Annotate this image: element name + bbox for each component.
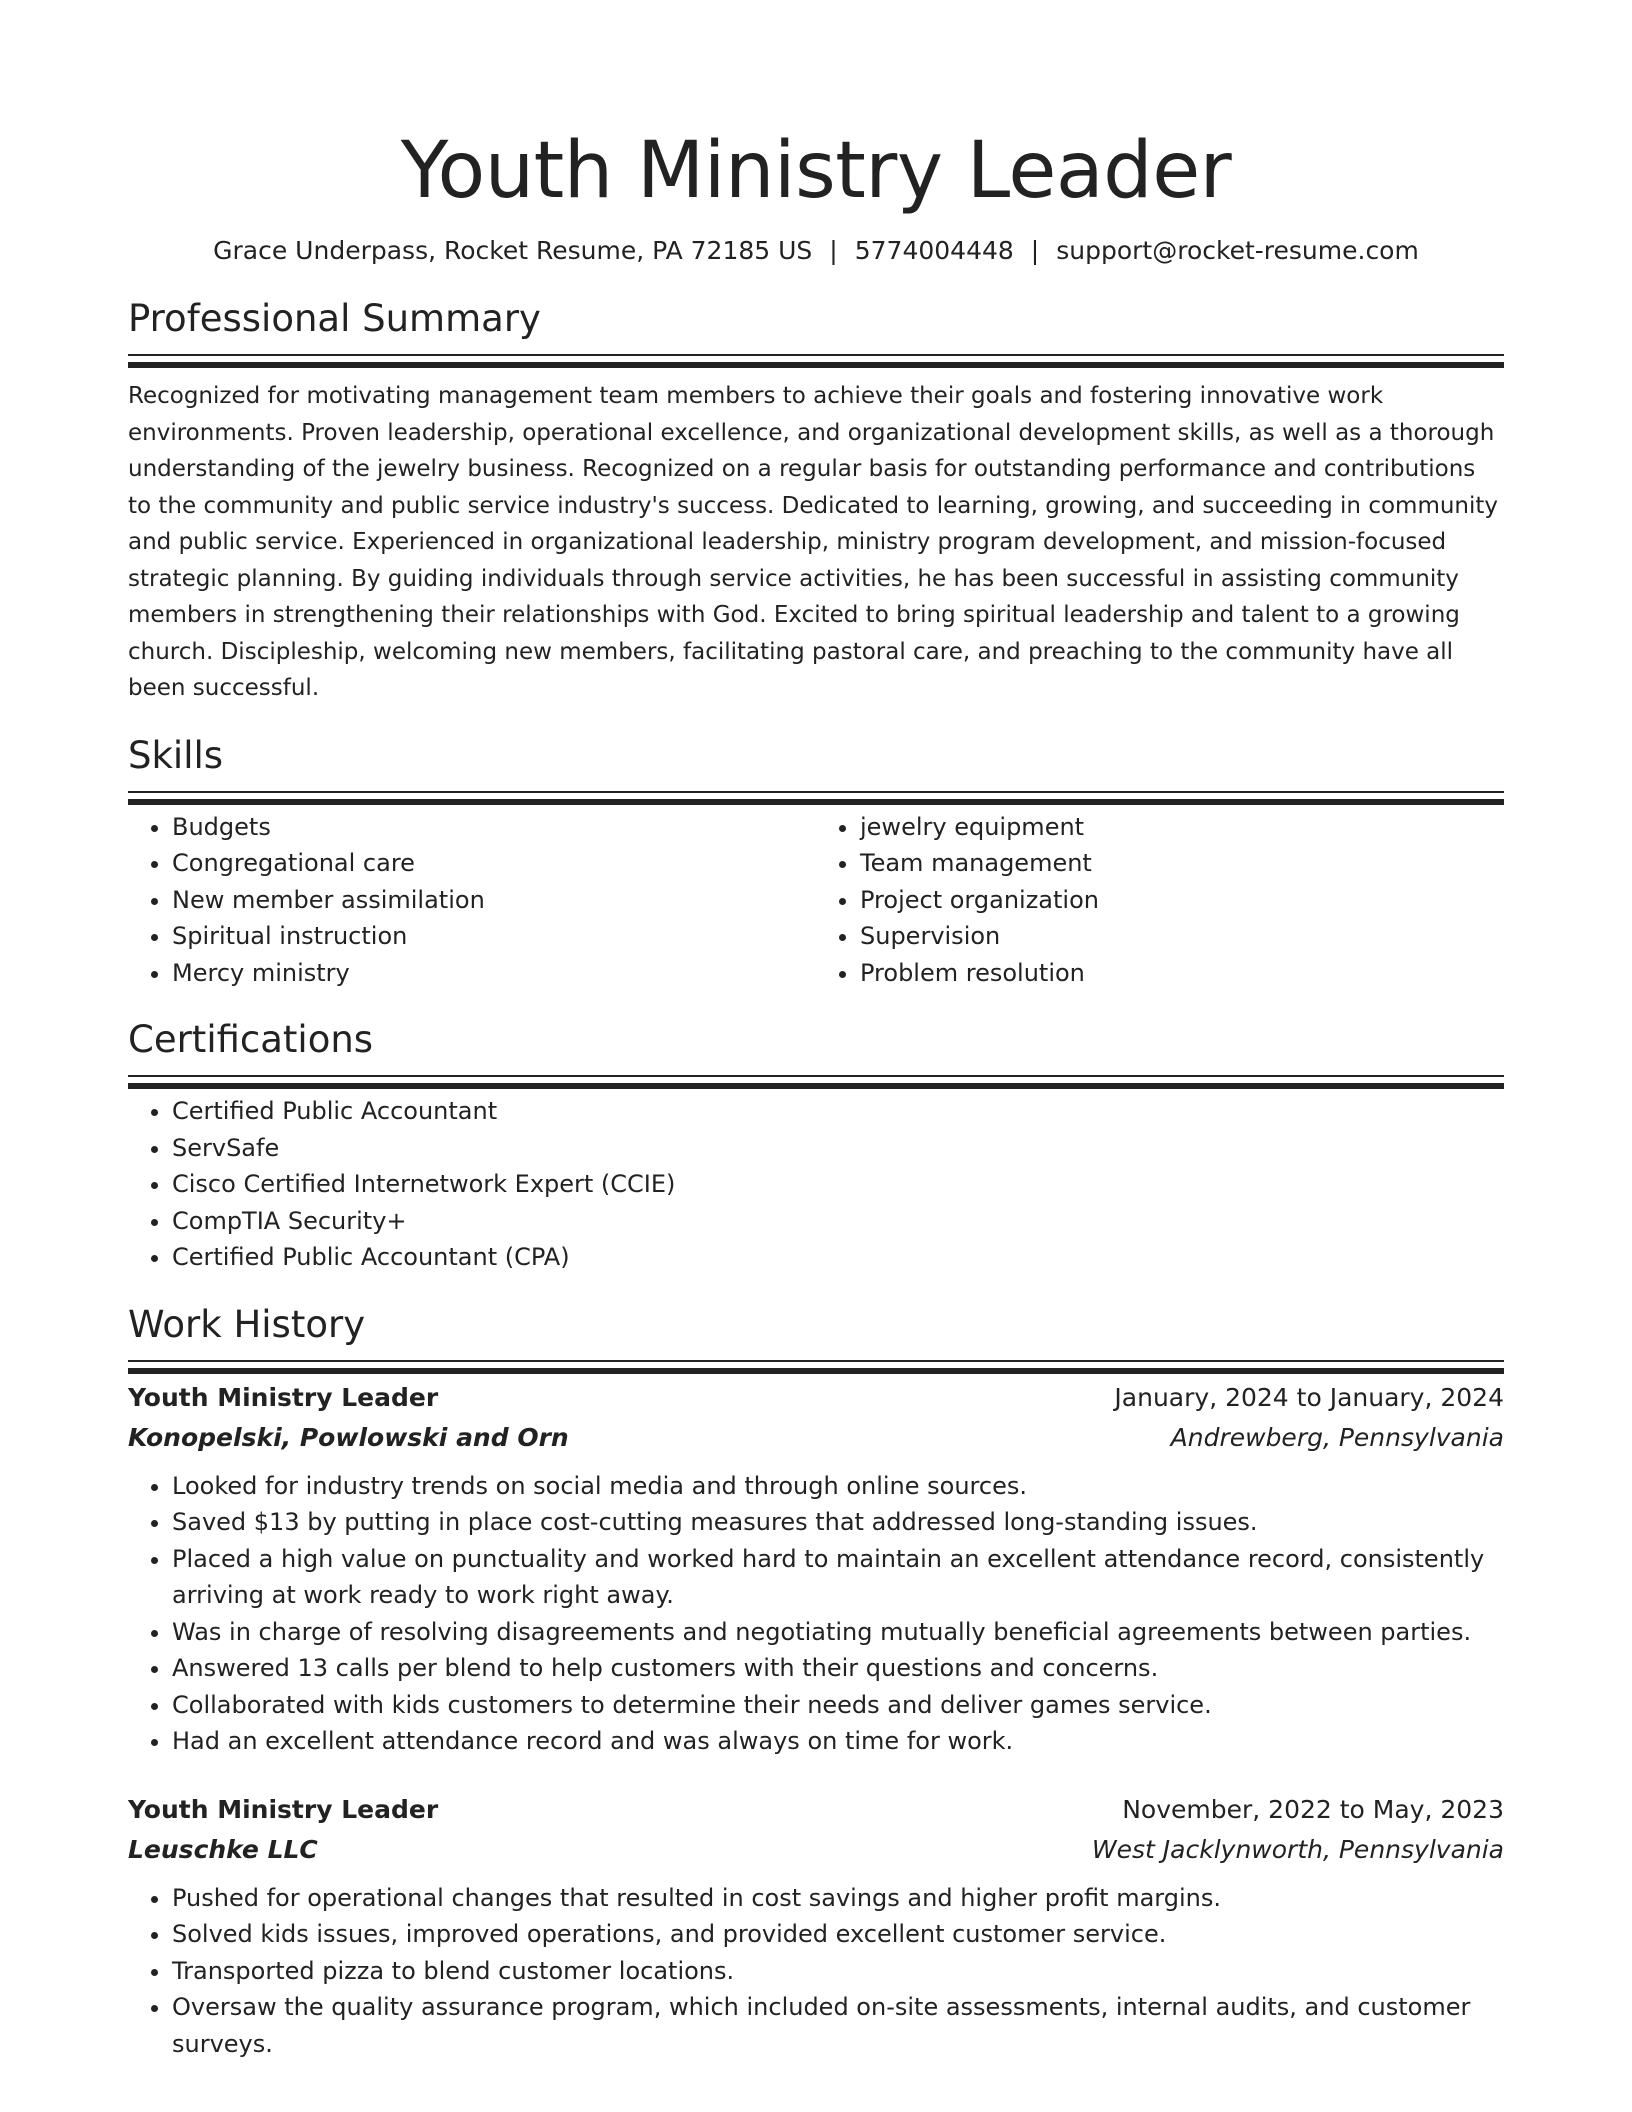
skill-item: • New member assimilation	[172, 882, 816, 919]
job-entry	[128, 1790, 1504, 2063]
certification-item: • CompTIA Security+	[172, 1203, 1504, 1240]
job-header	[128, 1790, 1504, 1830]
skill-item: • Budgets	[172, 809, 816, 846]
section-title-skills: Skills	[128, 733, 224, 777]
job-bullets	[128, 1880, 1504, 2063]
job-bullet: • Transported pizza to blend customer locations.	[172, 1953, 1504, 1990]
job-company: Konopelski, Powlowski and Orn	[128, 1422, 569, 1452]
job-location: West Jacklynworth, Pennsylvania	[1091, 1834, 1504, 1864]
section-title-summary: Professional Summary	[128, 297, 541, 340]
contact-email[interactable]: support@rocket-resume.com	[1056, 236, 1419, 265]
certifications-section	[128, 1017, 1504, 1276]
work-history-section	[128, 1302, 1504, 2063]
job-bullet: • Looked for industry trends on social media and through online sources.	[172, 1468, 1504, 1505]
job-bullet: • Had an excellent attendance record and was always on time for work.	[172, 1723, 1504, 1760]
section-divider	[128, 1075, 1504, 1077]
certification-item: • Certified Public Accountant	[172, 1093, 1504, 1130]
summary-section	[128, 296, 1504, 707]
contact-phone: 5774004448	[854, 236, 1014, 265]
candidate-name: Youth Ministry Leader	[400, 126, 1232, 216]
section-title-work-history: Work History	[128, 1302, 366, 1346]
skill-item: • Spiritual instruction	[172, 918, 816, 955]
skill-item: • Mercy ministry	[172, 955, 816, 992]
job-bullet: • Oversaw the quality assurance program, which included on-site assessments, internal audits, and customer surveys.	[172, 1989, 1504, 2062]
summary-text: Recognized for motivating management team members to achieve their goals and fostering innovative work environments. Proven leadership, operational excellence, and organizational development skills, as well as a thorough understanding of the jewelry business. Recognized on a regular basis for outstanding performance and contributions to the community and public service industry's success. Dedicated to learning, growing, and succeeding in community and public service. Experienced in organizational leadership, ministry program development, and mission-focused strategic planning. By guiding individuals through service activities, he has been successful in assisting community members in strengthening their relationships with God. Excited to bring spiritual leadership and talent to a growing church. Discipleship, welcoming new members, facilitating pastoral care, and preaching to the community have all been successful.	[128, 383, 1499, 701]
section-divider	[128, 791, 1504, 793]
skill-item: • Team management	[860, 845, 1504, 882]
contact-separator: |	[1030, 236, 1040, 265]
certification-item: • Certified Public Accountant (CPA)	[172, 1239, 1504, 1276]
resume-page	[128, 0, 1504, 2062]
job-bullet: • Saved $13 by putting in place cost-cutting measures that addressed long-standing issues.	[172, 1504, 1504, 1541]
job-dates: January, 2024 to January, 2024	[1114, 1382, 1504, 1412]
certification-item: • Cisco Certified Internetwork Expert (CCIE)	[172, 1166, 1504, 1203]
job-bullets	[128, 1468, 1504, 1760]
section-divider	[128, 1360, 1504, 1362]
job-company: Leuschke LLC	[128, 1834, 318, 1864]
section-title-certifications: Certifications	[128, 1018, 374, 1061]
skill-item: • Congregational care	[172, 845, 816, 882]
job-header	[128, 1378, 1504, 1418]
skill-item: • jewelry equipment	[860, 809, 1504, 846]
skills-list-right	[816, 809, 1504, 992]
contact-address: Grace Underpass, Rocket Resume, PA 72185 US	[213, 236, 813, 265]
job-bullet: • Pushed for operational changes that resulted in cost savings and higher profit margins.	[172, 1880, 1504, 1917]
skill-item: • Supervision	[860, 918, 1504, 955]
contact-line	[128, 234, 1504, 268]
job-entry	[128, 1378, 1504, 1760]
job-bullet: • Was in charge of resolving disagreements and negotiating mutually beneficial agreements between parties.	[172, 1614, 1504, 1651]
section-divider	[128, 354, 1504, 356]
job-bullet: • Solved kids issues, improved operations, and provided excellent customer service.	[172, 1916, 1504, 1953]
job-dates: November, 2022 to May, 2023	[1122, 1794, 1504, 1824]
skills-list-left	[128, 809, 816, 992]
job-bullet: • Placed a high value on punctuality and worked hard to maintain an excellent attendance record, consistently arriving at work ready to work right away.	[172, 1541, 1504, 1614]
job-title: Youth Ministry Leader	[128, 1382, 439, 1412]
job-bullet: • Answered 13 calls per blend to help customers with their questions and concerns.	[172, 1650, 1504, 1687]
certification-item: • ServSafe	[172, 1130, 1504, 1167]
job-location: Andrewberg, Pennsylvania	[1170, 1422, 1504, 1452]
skill-item: • Project organization	[860, 882, 1504, 919]
skills-section	[128, 733, 1504, 992]
skill-item: • Problem resolution	[860, 955, 1504, 992]
skills-grid	[128, 809, 1504, 992]
job-subheader	[128, 1830, 1504, 1870]
job-bullet: • Collaborated with kids customers to determine their needs and deliver games service.	[172, 1687, 1504, 1724]
job-title: Youth Ministry Leader	[128, 1794, 439, 1824]
certifications-list	[128, 1093, 1504, 1276]
job-subheader	[128, 1418, 1504, 1458]
contact-separator: |	[829, 236, 838, 265]
